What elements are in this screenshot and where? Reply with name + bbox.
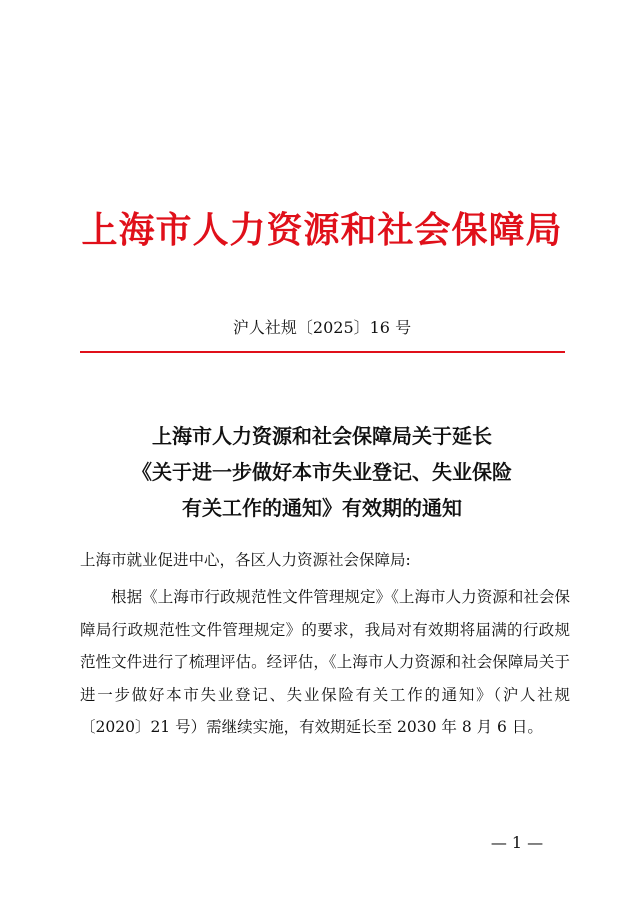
issuer-header: 上海市人力资源和社会保障局 bbox=[81, 209, 563, 251]
red-divider-line bbox=[80, 351, 565, 353]
page-number: — 1 — bbox=[490, 833, 544, 852]
document-number: 沪人社规〔2025〕16 号 bbox=[232, 318, 412, 337]
recipients-line: 上海市就业促进中心，各区人力资源社会保障局: bbox=[80, 551, 411, 569]
document-title-line-1: 上海市人力资源和社会保障局关于延长 bbox=[152, 424, 492, 448]
body-paragraph-text: 根据《上海市行政规范性文件管理规定》《上海市人力资源和社会保障局行政规范性文件管理规定》的要求，我局对有效期将届满的行政规范性文件进行了梳理评估。经评估，《上海市人力资源和社会保障局关于进一步做好本市失业登记、失业保险有关工作的通知》（沪人社规〔2020〕21 号）需继续实施，有效期延长至 2030 年 8 月 6 日。 bbox=[80, 588, 570, 736]
document-title-line-3: 有关工作的通知》有效期的通知 bbox=[182, 496, 462, 520]
document-title-line-2: 《关于进一步做好本市失业登记、失业保险 bbox=[132, 460, 512, 484]
body-paragraph bbox=[80, 581, 570, 744]
document-title bbox=[0, 418, 644, 526]
body-section bbox=[80, 581, 570, 744]
